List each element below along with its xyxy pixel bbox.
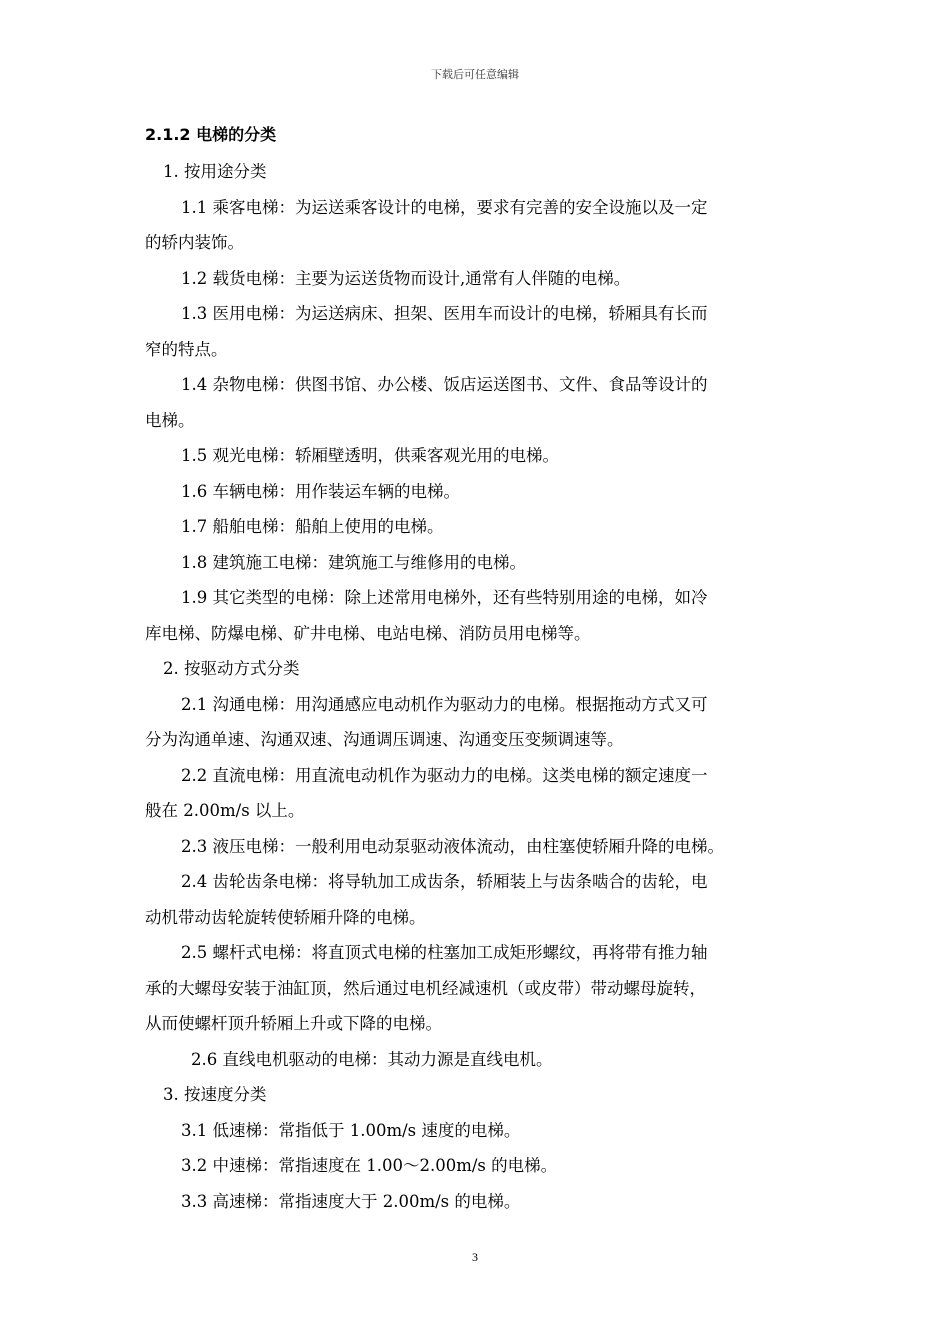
text-line: 1.1 乘客电梯：为运送乘客设计的电梯，要求有完善的安全设施以及一定 <box>181 197 708 217</box>
text-line: 窄的特点。 <box>145 339 228 359</box>
text-line: 1. 按用途分类 <box>163 162 267 181</box>
text-line: 3.2 中速梯：常指速度在 1.00～2.00m/s 的电梯。 <box>181 1156 558 1175</box>
page-header: 下载后可任意编辑 <box>431 68 519 81</box>
text-line: 3.3 高速梯：常指速度大于 2.00m/s 的电梯。 <box>181 1191 521 1211</box>
text-line: 1.3 医用电梯：为运送病床、担架、医用车而设计的电梯，轿厢具有长而 <box>181 304 708 323</box>
text-line: 2.4 齿轮齿条电梯：将导轨加工成齿条，轿厢装上与齿条啮合的齿轮，电 <box>181 872 708 891</box>
text-line: 2.5 螺杆式电梯：将直顶式电梯的柱塞加工成矩形螺纹，再将带有推力轴 <box>181 943 708 962</box>
text-line: 1.9 其它类型的电梯：除上述常用电梯外，还有些特别用途的电梯，如冷 <box>181 588 708 607</box>
text-line: 2.2 直流电梯：用直流电动机作为驱动力的电梯。这类电梯的额定速度一 <box>181 765 708 785</box>
text-line: 库电梯、防爆电梯、矿井电梯、电站电梯、消防员用电梯等。 <box>145 623 591 643</box>
text-line: 2.6 直线电机驱动的电梯：其动力源是直线电机。 <box>191 1049 553 1069</box>
text-line: 分为沟通单速、沟通双速、沟通调压调速、沟通变压变频调速等。 <box>145 730 624 749</box>
text-line: 2.1 沟通电梯：用沟通感应电动机作为驱动力的电梯。根据拖动方式又可 <box>181 694 708 714</box>
text-line: 的轿内装饰。 <box>145 233 244 252</box>
document-body <box>145 118 807 1219</box>
text-line: 1.6 车辆电梯：用作装运车辆的电梯。 <box>181 481 460 501</box>
section-heading: 2.1.2 电梯的分类 <box>145 125 277 144</box>
text-line: 从而使螺杆顶升轿厢上升或下降的电梯。 <box>145 1014 442 1033</box>
text-line: 承的大螺母安装于油缸顶，然后通过电机经减速机（或皮带）带动螺母旋转， <box>145 978 706 998</box>
text-line: 2. 按驱动方式分类 <box>163 659 300 678</box>
text-line: 1.5 观光电梯：轿厢壁透明，供乘客观光用的电梯。 <box>181 446 559 465</box>
page-number: 3 <box>472 1250 478 1264</box>
text-line: 3. 按速度分类 <box>163 1085 267 1104</box>
text-line: 1.2 载货电梯：主要为运送货物而设计,通常有人伴随的电梯。 <box>181 268 631 288</box>
text-line: 1.4 杂物电梯：供图书馆、办公楼、饭店运送图书、文件、食品等设计的 <box>181 375 708 394</box>
text-line: 1.7 船舶电梯：船舶上使用的电梯。 <box>181 517 444 536</box>
text-line: 1.8 建筑施工电梯：建筑施工与维修用的电梯。 <box>181 552 526 572</box>
text-line: 电梯。 <box>145 410 195 430</box>
text-line: 2.3 液压电梯：一般利用电动泵驱动液体流动，由柱塞使轿厢升降的电梯。 <box>181 836 724 856</box>
text-line: 3.1 低速梯：常指低于 1.00m/s 速度的电梯。 <box>181 1120 521 1140</box>
paragraph-lines <box>145 154 807 1219</box>
text-line: 般在 2.00m/s 以上。 <box>145 801 305 820</box>
text-line: 动机带动齿轮旋转使轿厢升降的电梯。 <box>145 907 426 927</box>
